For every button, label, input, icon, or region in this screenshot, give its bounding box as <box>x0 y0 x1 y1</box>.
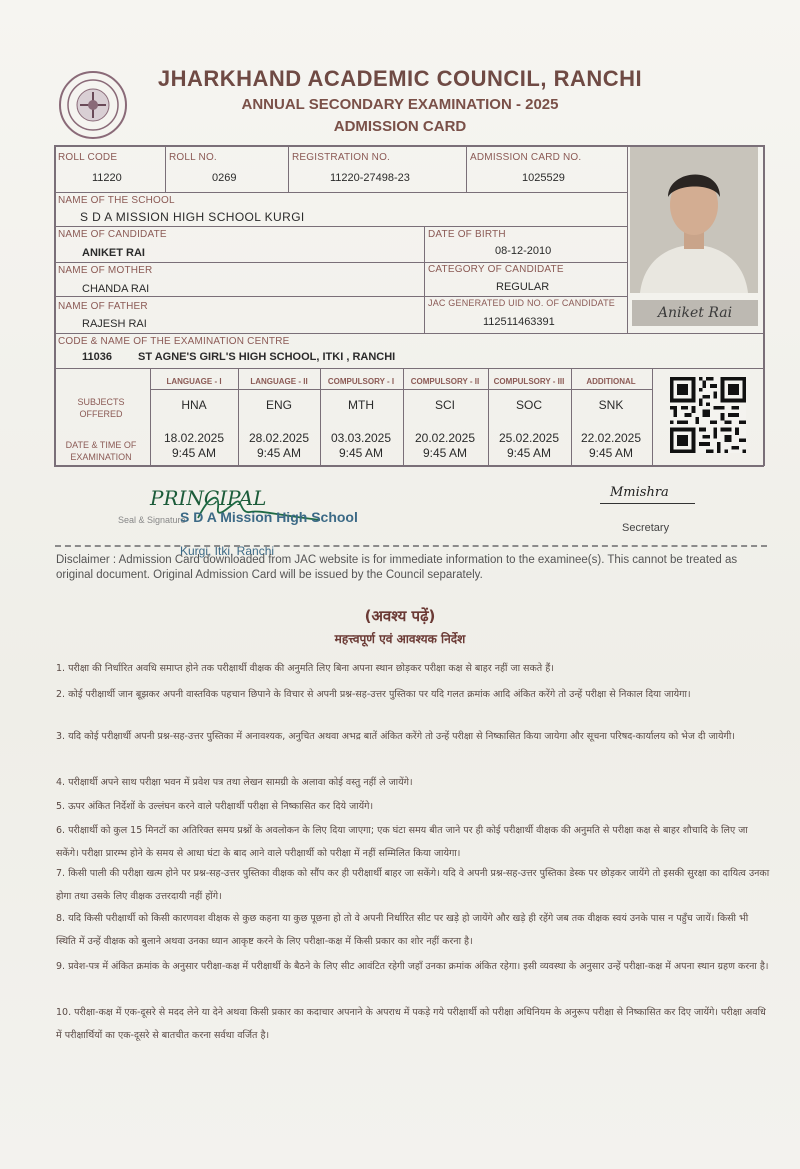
exam-time: 9:45 AM <box>422 446 468 460</box>
cut-line-divider <box>55 545 767 547</box>
subject-header: LANGUAGE - I <box>166 377 222 386</box>
admission-card-no-value: 1025529 <box>522 172 565 184</box>
subject-code: SNK <box>598 398 624 412</box>
principal-signature: PRINCIPAL <box>150 486 267 510</box>
seal-signature-label: Seal & Signature <box>118 515 186 525</box>
subject-code: ENG <box>265 398 292 412</box>
candidate-label: NAME OF CANDIDATE <box>58 229 167 240</box>
instruction-item: 1. परीक्षा की निर्धारित अवधि समाप्त होने तक परीक्षार्थी वीक्षक की अनुमति लिए बिना अपना स्थान छोड़कर परीक्षा कक्ष से बाहर नहीं जा सकते हैं। <box>56 663 554 674</box>
secretary-label: Secretary <box>622 522 670 534</box>
instruction-item: 9. प्रवेश-पत्र में अंकित क्रमांक के अनुसार परीक्षा-कक्ष में परीक्षार्थी के बैठने के लिए सीट आवंटित रहेगी जहाँ उनका क्रमांक अंकित रहेगा। इसी व्यवस्था के अनुसार उन्हें परीक्षा-कक्ष में अपना स्थान ग्रहण करना है। <box>56 961 769 972</box>
council-title: JHARKHAND ACADEMIC COUNCIL, RANCHI <box>157 66 643 91</box>
school-stamp-place: Kurgi, Itki, Ranchi <box>180 544 275 558</box>
subject-header: COMPULSORY - III <box>493 377 565 386</box>
exam-time: 9:45 AM <box>171 446 217 460</box>
exam-date: 03.03.2025 <box>330 431 392 445</box>
exam-subtitle: ANNUAL SECONDARY EXAMINATION - 2025 <box>241 96 559 113</box>
candidate-photo <box>630 147 758 293</box>
exam-date: 28.02.2025 <box>248 431 310 445</box>
exam-time: 9:45 AM <box>506 446 552 460</box>
subject-header: ADDITIONAL <box>586 377 636 386</box>
father-label: NAME OF FATHER <box>58 301 148 312</box>
uid-label: JAC GENERATED UID NO. OF CANDIDATE <box>428 298 615 308</box>
qr-code-icon <box>670 377 746 453</box>
candidate-portrait-icon <box>630 147 758 293</box>
roll-no-label: ROLL NO. <box>169 152 217 163</box>
exam-time: 9:45 AM <box>338 446 384 460</box>
mother-value: CHANDA RAI <box>82 283 150 295</box>
subject-code: SOC <box>515 398 542 412</box>
instruction-item: 7. किसी पाली की परीक्षा खत्म होने पर प्रश्न-सह-उत्तर पुस्तिका वीक्षक को सौंप कर ही परीक्षार्थी बाहर जा सकेंगे। यदि वे अपनी प्रश्न-सह-उत्तर पुस्तिका डेस्क पर छोड़कर जायेंगे तो इसकी सुरक्षा का दायित्व उनका होगा तथा उसके लिए वीक्षक उत्तरदायी नहीं होंगे। <box>56 868 770 902</box>
category-value: REGULAR <box>496 281 550 293</box>
exam-date: 25.02.2025 <box>498 431 560 445</box>
secretary-signature: Mmishra <box>610 485 669 500</box>
school-stamp-name: S D A Mission High School <box>180 509 358 525</box>
registration-label: REGISTRATION NO. <box>292 152 391 163</box>
instruction-item: 10. परीक्षा-कक्ष में एक-दूसरे से मदद लेने या देने अथवा किसी प्रकार का कदाचार अपनाने के अपराध में पकड़े गये परीक्षार्थी को परीक्षा अधिनियम के अनुरूप परीक्षा से निष्कासित कर दिए जायेंगे। परीक्षा अवधि में परीक्षार्थियों का एक-दूसरे से बातचीत करना सर्वथा वर्जित है। <box>56 1007 766 1041</box>
instruction-item: 8. यदि किसी परीक्षार्थी को किसी कारणवश वीक्षक से कुछ कहना या कुछ पूछना हो तो वे अपनी निर्धारित सीट पर खड़े हो जायेंगे और खड़े ही रहेंगे जब तक वीक्षक स्वयं उनके पास न पहुँच जायें। किसी भी स्थिति में उन्हें वीक्षक को बुलाने अथवा उनका ध्यान आकृष्ट करने के लिए परीक्षा-कक्ष में किसी प्रकार का शोर नहीं करना है। <box>56 913 749 947</box>
exam-time: 9:45 AM <box>588 446 634 460</box>
roll-code-label: ROLL CODE <box>58 152 118 163</box>
subjects-offered-label: SUBJECTS OFFERED <box>77 397 125 419</box>
dob-value: 08-12-2010 <box>495 245 552 257</box>
roll-code-value: 11220 <box>92 172 122 184</box>
uid-value: 112511463391 <box>483 316 555 328</box>
subject-header: COMPULSORY - II <box>410 377 480 386</box>
candidate-signature: Aniket Rai <box>632 300 758 326</box>
instruction-item: 5. ऊपर अंकित निर्देशों के उल्लंघन करने वाले परीक्षार्थी परीक्षा से निष्कासित कर दिये जायेंगे। <box>56 801 374 812</box>
exam-date: 22.02.2025 <box>580 431 642 445</box>
subject-code: SCI <box>434 398 455 412</box>
registration-value: 11220-27498-23 <box>330 172 410 184</box>
instructions-subtitle: महत्त्वपूर्ण एवं आवश्यक निर्देश <box>334 632 466 646</box>
subject-header: LANGUAGE - II <box>250 377 308 386</box>
subject-code: MTH <box>348 398 374 412</box>
centre-label: CODE & NAME OF THE EXAMINATION CENTRE <box>58 336 290 347</box>
card-title: ADMISSION CARD <box>333 118 467 135</box>
candidate-value: ANIKET RAI <box>82 247 145 259</box>
subject-header: COMPULSORY - I <box>327 377 395 386</box>
school-value: S D A MISSION HIGH SCHOOL KURGI <box>80 210 305 224</box>
secretary-sign-line <box>600 503 695 504</box>
school-label: NAME OF THE SCHOOL <box>58 195 175 206</box>
dob-label: DATE OF BIRTH <box>428 229 506 240</box>
mother-label: NAME OF MOTHER <box>58 265 153 276</box>
subject-code: HNA <box>181 398 207 412</box>
instruction-item: 6. परीक्षार्थी को कुल 15 मिनटों का अतिरिक्त समय प्रश्नों के अवलोकन के लिए दिया जाएगा; एक घंटा समय बीत जाने पर ही कोई परीक्षार्थी वीक्षक की अनुमति से परीक्षा कक्ष से बाहर शौचादि के लिए जा सकेंगे। परीक्षा प्रारम्भ होने के समय से आधा घंटा के बाद आने वाले परीक्षार्थी को परीक्षा में नहीं सम्मिलित किया जायेगा। <box>56 825 748 859</box>
instructions-title: (अवश्य पढ़ें) <box>364 607 436 625</box>
category-label: CATEGORY OF CANDIDATE <box>428 264 564 275</box>
father-value: RAJESH RAI <box>82 318 147 330</box>
exam-date: 18.02.2025 <box>163 431 225 445</box>
exam-date-label: DATE & TIME OF EXAMINATION <box>65 440 137 462</box>
instruction-item: 4. परीक्षार्थी अपने साथ परीक्षा भवन में प्रवेश पत्र तथा लेखन सामग्री के अलावा कोई वस्तु नहीं ले जायेंगे। <box>56 777 413 788</box>
disclaimer-text: Disclaimer : Admission Card downloaded from JAC website is for immediate information to the examinee(s). This cannot be treated as original document. Original Admission Card will be issued by the Council separately. <box>56 554 738 581</box>
admission-card-no-label: ADMISSION CARD NO. <box>470 152 582 163</box>
instruction-item: 3. यदि कोई परीक्षार्थी अपनी प्रश्न-सह-उत्तर पुस्तिका में अनावश्यक, अनुचित अथवा अभद्र बातें अंकित करेंगे तो उन्हें परीक्षा से निष्कासित किया जायेगा और सूचना परिषद-कार्यालय को भेज दी जायेगी। <box>56 731 735 742</box>
exam-date: 20.02.2025 <box>414 431 476 445</box>
instruction-item: 2. कोई परीक्षार्थी जान बूझकर अपनी वास्तविक पहचान छिपाने के विचार से अपनी प्रश्न-सह-उत्तर पुस्तिका पर यदि गलत क्रमांक आदि अंकित करेंगे तो उन्हें परीक्षा से निकाल दिया जायेगा। <box>56 689 691 700</box>
exam-time: 9:45 AM <box>256 446 302 460</box>
centre-name: ST AGNE'S GIRL'S HIGH SCHOOL, ITKI , RANCHI <box>138 351 396 363</box>
roll-no-value: 0269 <box>212 172 237 184</box>
centre-code: 11036 <box>82 351 112 363</box>
